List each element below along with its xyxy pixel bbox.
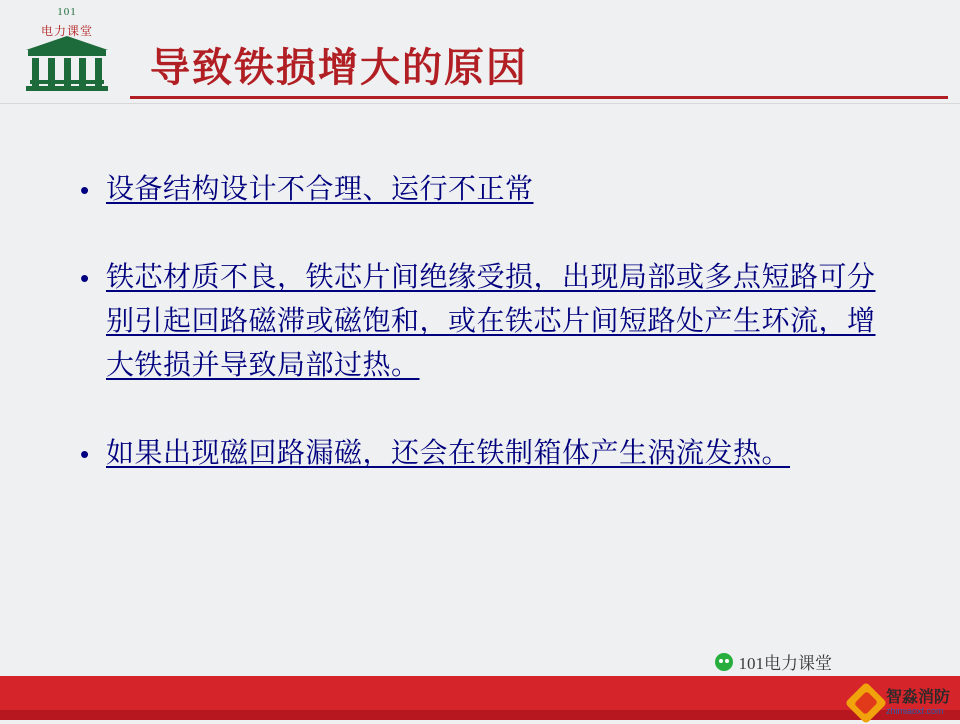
school-building-logo	[14, 6, 120, 98]
bullet-icon: •	[80, 175, 90, 205]
logo-base	[26, 86, 108, 91]
footer-bar-shadow	[0, 710, 960, 720]
header-divider	[0, 103, 960, 104]
bullet-list	[80, 168, 880, 520]
wechat-account	[715, 649, 833, 674]
brand-text	[886, 690, 950, 716]
slide-footer	[0, 650, 960, 720]
logo-building-icon	[26, 36, 108, 92]
slide-header	[0, 0, 960, 108]
bullet-icon: •	[80, 263, 90, 293]
bullet-icon: •	[80, 439, 90, 469]
logo-sub-text: 电力课堂	[40, 24, 93, 38]
list-item	[80, 168, 880, 212]
logo-top-text: 101	[57, 6, 77, 18]
wechat-label: 101电力课堂	[738, 654, 832, 673]
brand-url: zhimiaoxf.com	[885, 705, 944, 716]
flame-shield-icon	[845, 682, 887, 724]
list-item	[80, 256, 880, 388]
wechat-icon	[715, 653, 733, 671]
brand-name: 智淼消防	[885, 688, 950, 706]
list-item-text: 铁芯材质不良，铁芯片间绝缘受损，出现局部或多点短路可分别引起回路磁滞或磁饱和，或在铁芯片间短路处产生环流，增大铁损并导致局部过热。	[106, 262, 876, 381]
brand-watermark	[851, 688, 950, 718]
list-item-text: 设备结构设计不合理、运行不正常	[106, 174, 534, 205]
page-title: 导致铁损增大的原因	[150, 45, 528, 90]
logo-base-upper	[30, 80, 104, 84]
logo-roof	[26, 36, 108, 50]
logo-lintel	[28, 50, 106, 56]
list-item	[80, 432, 880, 476]
title-underline-rule	[130, 96, 948, 99]
list-item-text: 如果出现磁回路漏磁，还会在铁制箱体产生涡流发热。	[106, 438, 791, 469]
